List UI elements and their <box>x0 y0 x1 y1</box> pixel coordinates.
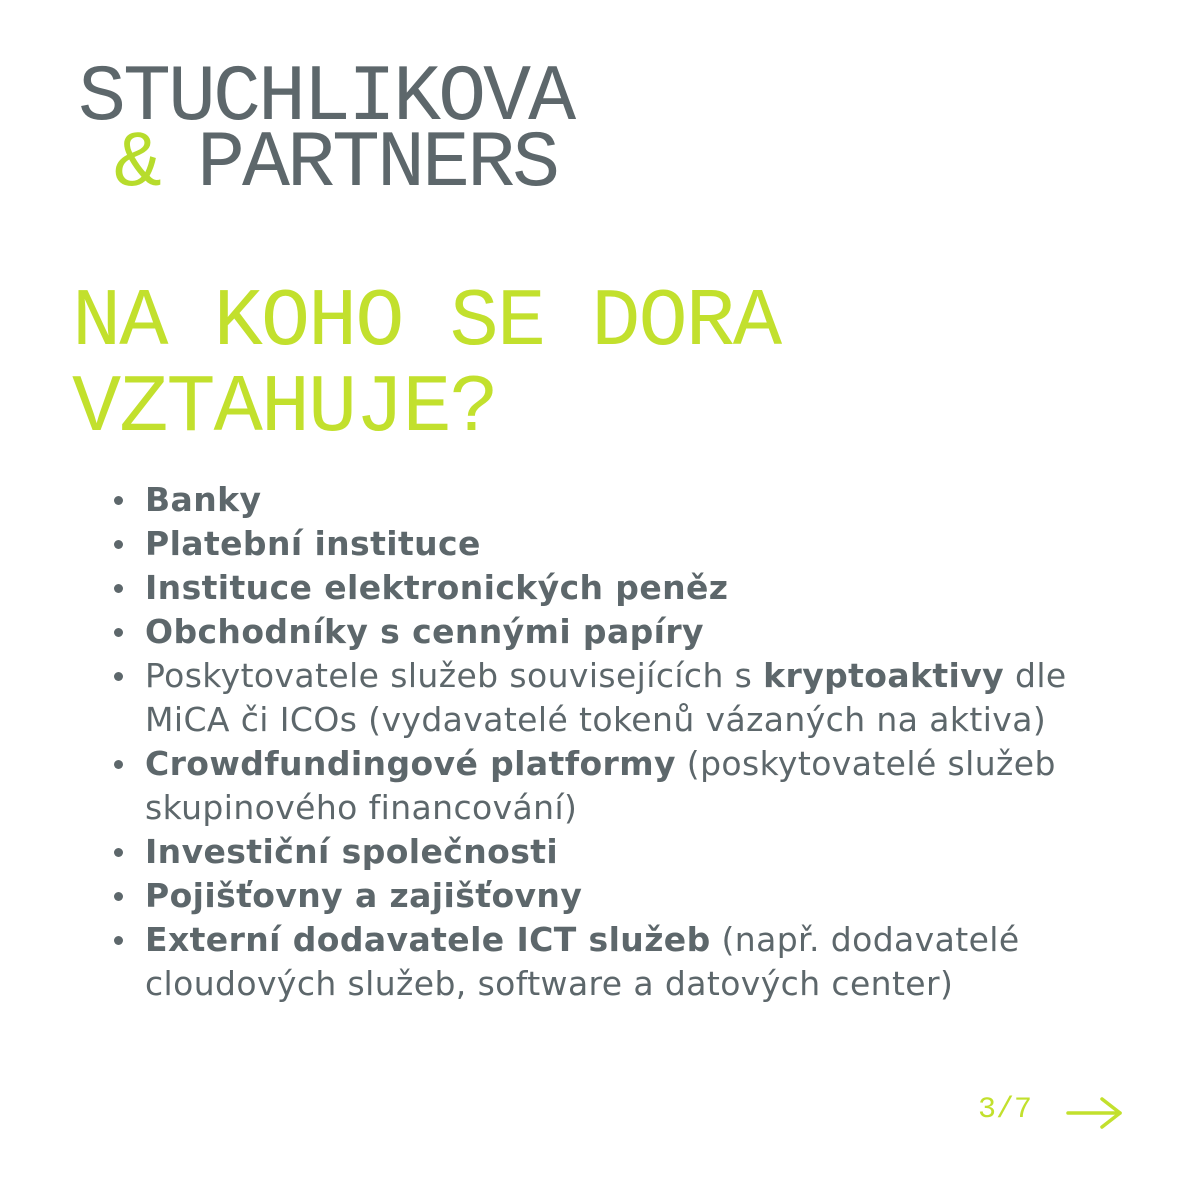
page-title <box>72 276 781 455</box>
list-item <box>112 830 1102 874</box>
list-item-bold: Platební instituce <box>145 524 481 563</box>
list-item-text: (např. dodavatelé cloudových služeb, software a datových center) <box>145 920 1020 1003</box>
list-item <box>112 742 1102 830</box>
list-item-bold: kryptoaktivy <box>763 656 1005 695</box>
list-item-text: (poskytovatelé služeb skupinového financování) <box>145 744 1056 827</box>
list-item <box>112 918 1102 1006</box>
company-logo <box>78 53 574 210</box>
title-line-2: VZTAHUJE? <box>72 362 497 455</box>
list-item-bold: Obchodníky s cennými papíry <box>145 612 704 651</box>
logo-partners-text: PARTNERS <box>197 119 558 210</box>
list-item <box>112 522 1102 566</box>
list-item <box>112 566 1102 610</box>
list-item-bold: Banky <box>145 480 262 519</box>
title-line-1: NA KOHO SE DORA <box>72 276 781 369</box>
entity-list <box>112 478 1102 1006</box>
list-item <box>112 610 1102 654</box>
list-item-bold: Externí dodavatele ICT služeb <box>145 920 711 959</box>
list-item-bold: Crowdfundingové platformy <box>145 744 676 783</box>
list-item-bold: Instituce elektronických peněz <box>145 568 729 607</box>
list-item-bold: Pojišťovny a zajišťovny <box>145 876 583 915</box>
list-item <box>112 478 1102 522</box>
list-item-bold: Investiční společnosti <box>145 832 559 871</box>
logo-line-2 <box>78 119 573 210</box>
page-indicator: 3/7 <box>978 1093 1033 1127</box>
list-item <box>112 874 1102 918</box>
arrow-right-icon[interactable] <box>1066 1096 1124 1130</box>
list-item-text: dle MiCA či ICOs (vydavatelé tokenů vázaných na aktiva) <box>145 656 1067 739</box>
logo-line-1: STUCHLIKOVA <box>78 53 574 144</box>
list-item <box>112 654 1102 742</box>
list-item-text: Poskytovatele služeb souvisejících s <box>145 656 764 695</box>
logo-ampersand: & <box>114 119 160 210</box>
